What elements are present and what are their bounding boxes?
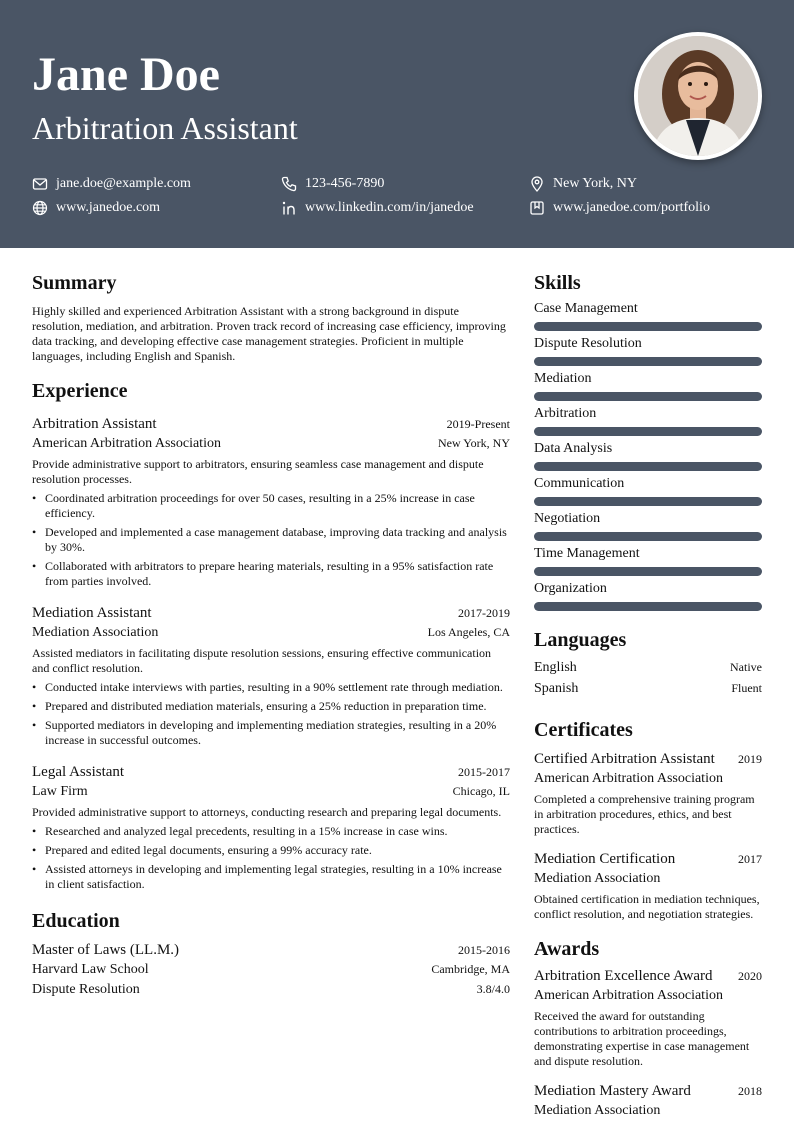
- language-level: Fluent: [731, 681, 762, 695]
- skills-list: [534, 300, 762, 611]
- experience-title: Legal Assistant: [32, 764, 125, 780]
- award-title: Arbitration Excellence Award: [534, 968, 713, 984]
- resume-header: [0, 0, 794, 248]
- linkedin-icon: [281, 200, 297, 216]
- languages-list: [534, 657, 762, 699]
- certificate-org: American Arbitration Association: [534, 771, 723, 786]
- skill-bar: [534, 462, 762, 471]
- experience-item: [32, 762, 510, 892]
- awards-heading: Awards: [534, 938, 600, 960]
- portfolio-text: www.janedoe.com/portfolio: [553, 200, 710, 215]
- certificate-title: Certified Arbitration Assistant: [534, 751, 715, 767]
- education-degree: Master of Laws (LL.M.): [32, 942, 180, 958]
- bullet-item: • Supported mediators in developing and implementing mediation strategies, resulting in a 20% increase in successful outcomes.: [32, 718, 510, 748]
- bullet-item: • Conducted intake interviews with parties, resulting in a 90% settlement rate through mediation.: [32, 680, 510, 695]
- certificates-heading: Certificates: [534, 719, 633, 741]
- experience-title: Arbitration Assistant: [32, 416, 157, 432]
- skill-bar: [534, 602, 762, 611]
- education-school: Harvard Law School: [32, 962, 149, 977]
- experience-bullets: [32, 824, 510, 892]
- job-title: Arbitration Assistant: [32, 110, 298, 146]
- experience-item: [32, 414, 510, 589]
- location-text: New York, NY: [553, 176, 638, 191]
- skill-bar: [534, 497, 762, 506]
- experience-org: American Arbitration Association: [32, 436, 221, 451]
- portfolio-icon: [529, 200, 545, 216]
- skill-name: Organization: [534, 581, 607, 596]
- skill-bar: [534, 567, 762, 576]
- certificate-year: 2017: [738, 852, 762, 866]
- certificate-description: Obtained certification in mediation techniques, conflict resolution, and negotiation strategies.: [534, 892, 760, 921]
- award-item: [534, 966, 762, 1069]
- skill-name: Dispute Resolution: [534, 336, 642, 351]
- award-year: 2020: [738, 969, 762, 983]
- award-title: Mediation Mastery Award: [534, 1083, 691, 1099]
- phone-icon: [281, 176, 297, 192]
- bullet-item: • Developed and implemented a case management database, improving data tracking and analysis by 30%.: [32, 525, 510, 555]
- globe-icon: [32, 200, 48, 216]
- skill-bar: [534, 427, 762, 436]
- contact-email[interactable]: [32, 176, 191, 192]
- education-location: Cambridge, MA: [431, 962, 510, 976]
- experience-title: Mediation Assistant: [32, 605, 152, 621]
- skills-heading: Skills: [534, 272, 581, 294]
- education-item: [32, 940, 510, 1000]
- experience-description: Provide administrative support to arbitrators, ensuring seamless case management and dispute resolution processes.: [32, 457, 484, 486]
- experience-org: Law Firm: [32, 784, 88, 799]
- certificate-title: Mediation Certification: [534, 851, 676, 867]
- language-item: [534, 678, 762, 699]
- experience-location: Los Angeles, CA: [427, 625, 510, 639]
- education-dates: 2015-2016: [458, 943, 510, 957]
- contact-website[interactable]: [32, 200, 160, 216]
- skill-name: Case Management: [534, 301, 638, 316]
- contact-phone[interactable]: [281, 176, 384, 192]
- bullet-item: • Prepared and edited legal documents, ensuring a 99% accuracy rate.: [32, 843, 510, 858]
- location-pin-icon: [529, 176, 545, 192]
- certificate-year: 2019: [738, 752, 762, 766]
- skill-bar: [534, 357, 762, 366]
- skill-name: Time Management: [534, 546, 640, 561]
- skill-bar: [534, 532, 762, 541]
- award-org: American Arbitration Association: [534, 988, 723, 1003]
- experience-heading: Experience: [32, 380, 128, 402]
- experience-location: Chicago, IL: [452, 784, 510, 798]
- left-column: [32, 270, 510, 1000]
- bullet-item: • Prepared and distributed mediation materials, ensuring a 25% reduction in preparation time.: [32, 699, 510, 714]
- contact-linkedin[interactable]: [281, 200, 474, 216]
- experience-org: Mediation Association: [32, 625, 159, 640]
- award-org: Mediation Association: [534, 1103, 661, 1118]
- experience-dates: 2017-2019: [458, 606, 510, 620]
- certificate-description: Completed a comprehensive training program in arbitration procedures, ethics, and best practices.: [534, 792, 755, 836]
- education-field: Dispute Resolution: [32, 982, 140, 997]
- email-text: jane.doe@example.com: [56, 176, 191, 191]
- bullet-item: • Assisted attorneys in developing and implementing legal strategies, resulting in a 10% increase in client satisfaction.: [32, 862, 510, 892]
- bullet-item: • Collaborated with arbitrators to prepare hearing materials, resulting in a 95% satisfaction rate from parties involved.: [32, 559, 510, 589]
- language-level: Native: [730, 660, 762, 674]
- linkedin-text: www.linkedin.com/in/janedoe: [305, 200, 474, 215]
- bullet-item: • Coordinated arbitration proceedings for over 50 cases, resulting in a 25% increase in case efficiency.: [32, 491, 510, 521]
- profile-photo: [634, 32, 762, 160]
- language-name: English: [534, 660, 577, 675]
- skill-name: Arbitration: [534, 406, 597, 421]
- education-heading: Education: [32, 910, 120, 932]
- experience-description: Assisted mediators in facilitating dispute resolution sessions, ensuring effective communication and conflict resolution.: [32, 646, 492, 675]
- summary-heading: Summary: [32, 272, 117, 294]
- right-column: [534, 270, 762, 1121]
- skill-bar: [534, 392, 762, 401]
- contact-portfolio[interactable]: [529, 200, 710, 216]
- education-gpa: 3.8/4.0: [476, 982, 510, 996]
- certificate-item: [534, 749, 762, 837]
- experience-description: Provided administrative support to attorneys, conducting research and preparing legal documents.: [32, 805, 502, 819]
- language-name: Spanish: [534, 681, 579, 696]
- award-description: Received the award for outstanding contributions to arbitration proceedings, demonstrating expertise in case management and dispute resolution.: [534, 1009, 750, 1068]
- experience-bullets: [32, 491, 510, 589]
- skill-name: Negotiation: [534, 511, 601, 526]
- experience-item: [32, 603, 510, 748]
- experience-dates: 2015-2017: [458, 765, 510, 779]
- certificate-item: [534, 849, 762, 922]
- skill-name: Data Analysis: [534, 441, 613, 456]
- mail-icon: [32, 176, 48, 192]
- language-item: [534, 657, 762, 678]
- contact-location: [529, 176, 637, 192]
- award-item: [534, 1081, 762, 1121]
- certificate-org: Mediation Association: [534, 871, 661, 886]
- experience-bullets: [32, 680, 510, 748]
- skill-name: Mediation: [534, 371, 592, 386]
- award-year: 2018: [738, 1084, 762, 1098]
- summary-text: Highly skilled and experienced Arbitration Assistant with a strong background in dispute resolution, mediation, and arbitration. Proven track record of increasing case efficiency, improving data tracking, and developing effective case management strategies. Proficient in multiple languages, including English and Spanish.: [32, 304, 506, 363]
- experience-location: New York, NY: [437, 436, 510, 450]
- languages-heading: Languages: [534, 629, 627, 651]
- skill-bar: [534, 322, 762, 331]
- bullet-item: • Researched and analyzed legal precedents, resulting in a 15% increase in case wins.: [32, 824, 510, 839]
- experience-dates: 2019-Present: [446, 417, 510, 431]
- phone-text: 123-456-7890: [305, 176, 385, 191]
- skill-name: Communication: [534, 476, 625, 491]
- candidate-name: Jane Doe: [32, 48, 220, 101]
- website-text: www.janedoe.com: [56, 200, 161, 215]
